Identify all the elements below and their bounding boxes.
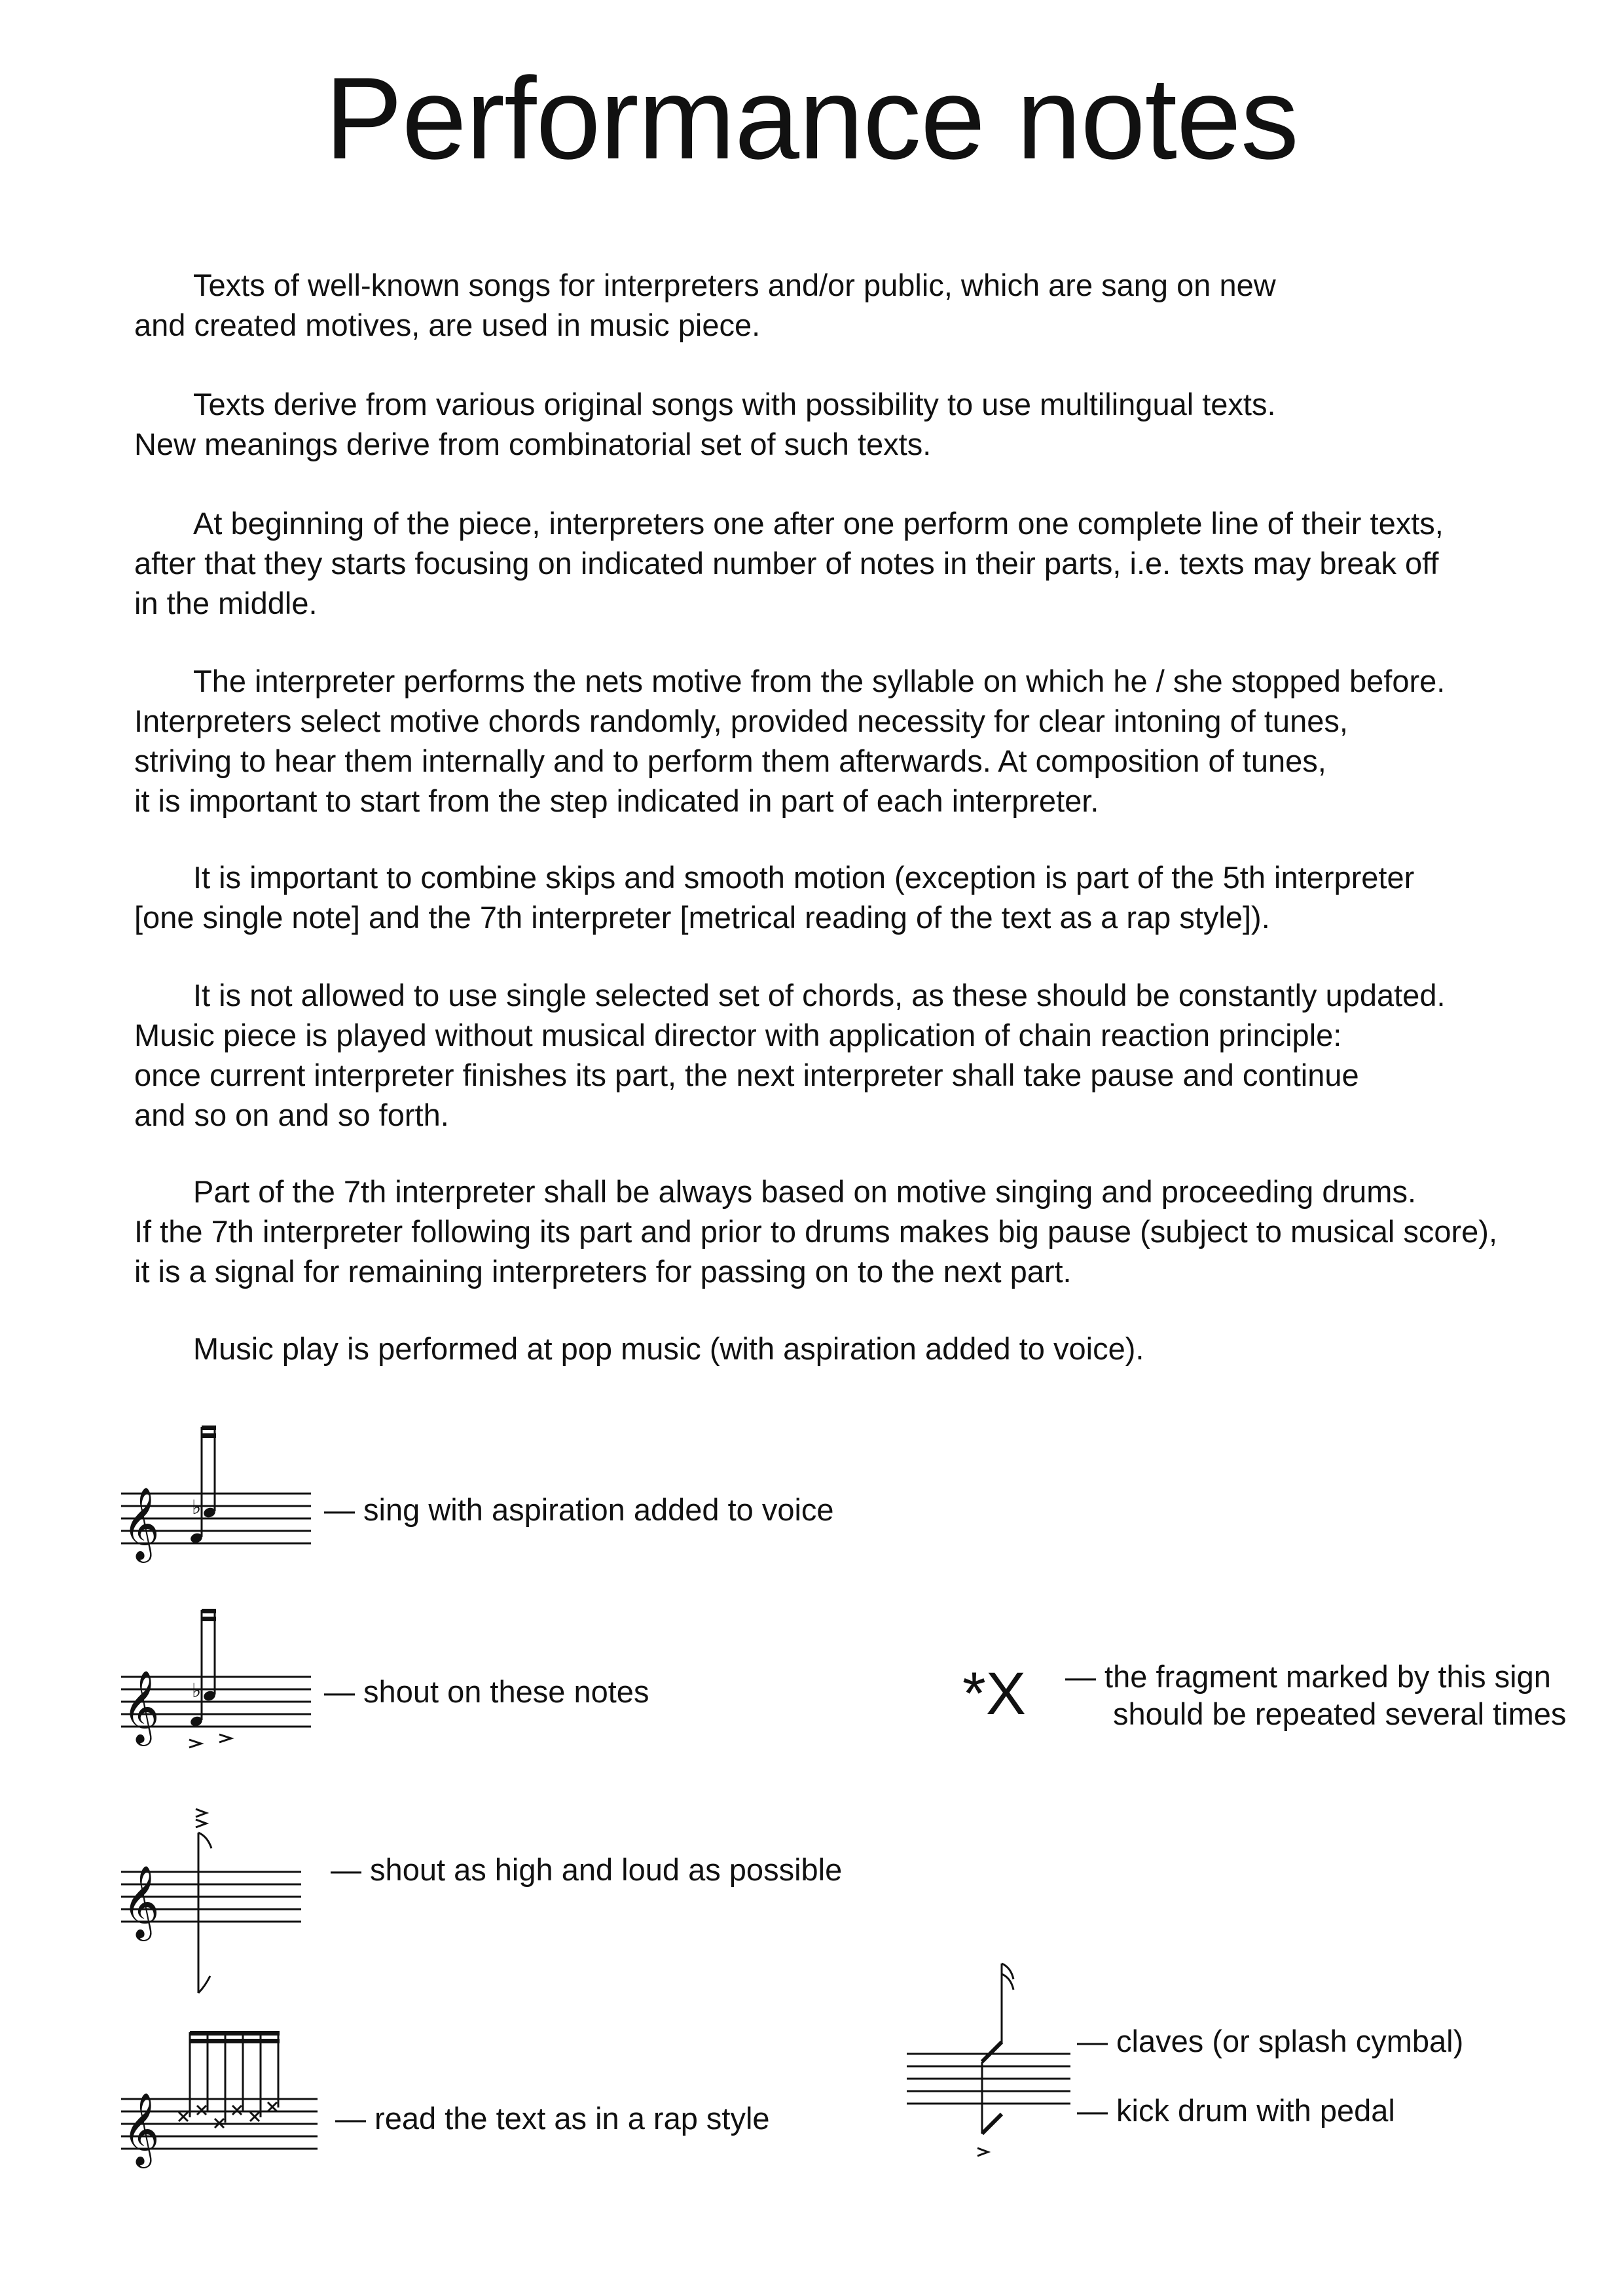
svg-text:♭: ♭ <box>192 1496 202 1519</box>
repeat-sign: *X <box>962 1660 1027 1727</box>
paragraph-line: it is important to start from the step indicated in part of each interpreter. <box>134 783 1099 818</box>
paragraph-line: It is not allowed to use single selected set of chords, as these should be constantly updated. <box>193 978 1446 1013</box>
svg-text:𝄞: 𝄞 <box>122 2092 160 2165</box>
legend-kick-label: — kick drum with pedal <box>1077 2093 1395 2128</box>
paragraph-line: It is important to combine skips and smooth motion (exception is part of the 5th interpreter <box>193 860 1415 895</box>
paragraph-5 <box>134 857 1601 937</box>
paragraph-line: Music play is performed at pop music (with aspiration added to voice). <box>193 1331 1144 1366</box>
paragraph-6 <box>134 975 1601 1135</box>
paragraph-4 <box>134 661 1601 821</box>
paragraph-line: New meanings derive from combinatorial set of such texts. <box>134 427 932 461</box>
paragraph-line: Texts of well-known songs for interpreters and/or public, which are sang on new <box>193 268 1276 302</box>
paragraph-line: striving to hear them internally and to perform them afterwards. At composition of tunes, <box>134 744 1326 778</box>
shout-high-notation-icon <box>115 1806 311 2003</box>
paragraph-line: If the 7th interpreter following its part and prior to drums makes big pause (subject to musical score), <box>134 1214 1497 1249</box>
paragraph-line: The interpreter performs the nets motive from the syllable on which he / she stopped before. <box>193 664 1446 698</box>
paragraph-line: Interpreters select motive chords randomly, provided necessity for clear intoning of tunes, <box>134 704 1348 738</box>
page-title: Performance notes <box>325 53 1298 183</box>
legend-repeat-label-2: should be repeated several times <box>1113 1696 1567 1731</box>
svg-text:𝄞: 𝄞 <box>122 1486 160 1560</box>
paragraph-line: At beginning of the piece, interpreters one after one perform one complete line of their texts, <box>193 506 1444 541</box>
legend-claves-label: — claves (or splash cymbal) <box>1077 2024 1464 2058</box>
drum-notation-icon <box>900 1957 1077 2166</box>
paragraph-line: once current interpreter finishes its part, the next interpreter shall take pause and continue <box>134 1058 1359 1092</box>
legend-aspiration-label: — sing with aspiration added to voice <box>324 1492 834 1527</box>
legend-shout-high-label: — shout as high and loud as possible <box>331 1852 843 1887</box>
paragraph-2 <box>134 384 1601 464</box>
legend-shout-label: — shout on these notes <box>324 1674 649 1709</box>
paragraph-line: [one single note] and the 7th interpreter [metrical reading of the text as a rap style]). <box>134 900 1270 935</box>
paragraph-3 <box>134 503 1601 623</box>
aspiration-notation-icon <box>115 1420 318 1577</box>
paragraph-line: and created motives, are used in music piece. <box>134 308 761 342</box>
paragraph-7 <box>134 1172 1601 1291</box>
paragraph-8 <box>134 1329 1601 1369</box>
rap-notation-icon <box>115 2026 324 2183</box>
shout-notation-icon <box>115 1604 318 1767</box>
legend-rap-label: — read the text as in a rap style <box>335 2101 770 2136</box>
paragraph-line: in the middle. <box>134 586 318 620</box>
legend-repeat-label-1: — the fragment marked by this sign <box>1065 1659 1551 1694</box>
paragraph-line: and so on and so forth. <box>134 1098 449 1132</box>
paragraph-line: Part of the 7th interpreter shall be always based on motive singing and proceeding drums. <box>193 1174 1417 1209</box>
svg-text:♭: ♭ <box>192 1679 202 1702</box>
svg-text:𝄞: 𝄞 <box>122 1865 160 1938</box>
paragraph-line: it is a signal for remaining interpreters for passing on to the next part. <box>134 1254 1072 1289</box>
paragraph-1 <box>134 265 1601 345</box>
svg-text:𝄞: 𝄞 <box>122 1670 160 1743</box>
paragraph-line: after that they starts focusing on indicated number of notes in their parts, i.e. texts may break off <box>134 546 1439 581</box>
paragraph-line: Music piece is played without musical director with application of chain reaction principle: <box>134 1018 1342 1052</box>
paragraph-line: Texts derive from various original songs with possibility to use multilingual texts. <box>193 387 1276 422</box>
